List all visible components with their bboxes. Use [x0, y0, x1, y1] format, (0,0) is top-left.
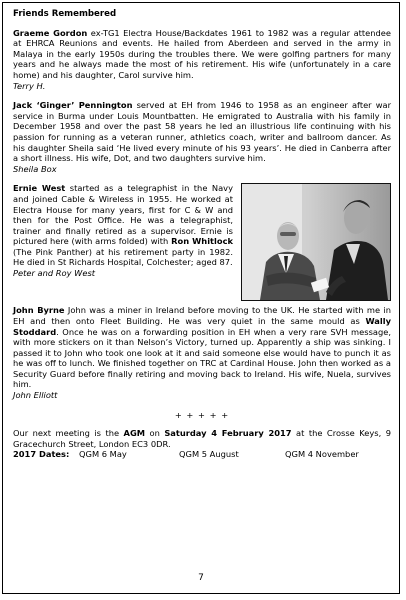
- entry-name: John Byrne: [13, 305, 65, 316]
- meeting-notice: [13, 428, 391, 449]
- entry-text: John was a miner in Ireland before moving to the UK. He started with me in EH and then onto Fleet Building. He was very quiet in the same mould as: [13, 305, 391, 326]
- date-item: QGM 6 May: [79, 449, 127, 460]
- entry-name-secondary: Wally Stoddard: [13, 315, 391, 337]
- entry-text: served at EH from 1946 to 1958 as an engineer after war service in Burma under Louis Mountbatten. He emigrated to Australia with his family in December 1958 and over the past 58 years he led an illustrious life continuing with his passion for running as a veteran runner, athletics coach, writer and ballroom dancer. As his daughter Sheila said ‘He lived every minute of his 93 years’. He died in Canberra after a short illness. His wife, Dot, and two daughters survive him.: [13, 100, 391, 164]
- dates-label: 2017 Dates:: [13, 449, 70, 460]
- entry-name: Jack ‘Ginger’ Pennington: [13, 100, 133, 111]
- meeting-text: at the Crosse Keys, 9 Gracechurch Street, London EC3 0DR.: [13, 428, 391, 449]
- meeting-date: Saturday 4 February 2017: [164, 428, 292, 439]
- meeting-dates: [13, 449, 391, 460]
- entry-signature: Peter and Roy West: [13, 268, 96, 279]
- page-heading: Friends Remembered: [13, 9, 117, 19]
- entry-text: started as a telegraphist in the Navy and joined Cable & Wireless in 1955. He worked at Electra House for many years, first for C & W and then for the Post Office. He was a telegraphist, trainer and finally retired as a supervisor. Ernie is pictured here (with arms folded) with: [13, 183, 234, 247]
- entry-john-byrne: [13, 305, 391, 390]
- entry-signature: Sheila Box: [13, 163, 57, 174]
- entry-name: Graeme Gordon: [13, 27, 88, 38]
- article: [13, 9, 391, 460]
- date-item: QGM 4 November: [285, 449, 359, 460]
- entry-signature: John Elliott: [13, 390, 58, 401]
- entry-text: . Once he was on a forwarding position in EH when a very rare SVH message, with more stickers on it than Nelson’s Victory, turned up. Apparently a ship was sinking. I passed it to John who took one look at it and said someone else would have to punch it as he was off to lunch. We finished together on TRC at Cardinal House. John then worked as a Security Guard before finally retiring and moving back to Ireland. His wife, Nuela, survives him.: [13, 326, 391, 390]
- entry-graeme-gordon: [13, 28, 391, 81]
- entry-signature: Terry H.: [13, 80, 46, 91]
- page-frame: [2, 2, 400, 594]
- photo-image: [242, 184, 390, 300]
- retirement-party-photo: [241, 183, 391, 301]
- entry-ernie-west-block: [13, 183, 391, 305]
- page-number: 7: [198, 573, 204, 583]
- meeting-text: on: [145, 428, 165, 439]
- meeting-text: Our next meeting is the: [13, 428, 124, 439]
- entry-text: ex-TG1 Electra House/Backdates 1961 to 1982 was a regular attendee at EHRCA Reunions and events. He hailed from Aberdeen and served in the army in Malaya in the early 1950s during the troubles there. We were golfing partners for many years and he always made the most of his retirement. His wife (unfortunately in a care home) and his daughter, Carol survive him.: [13, 27, 391, 80]
- entry-name-secondary: Ron Whitlock: [171, 236, 234, 247]
- section-separator: + + + + +: [174, 409, 230, 420]
- entry-text: (The Pink Panther) at his retirement party in 1982. He died in St Richards Hospital, Colchester; aged 87.: [13, 246, 233, 268]
- entry-name: Ernie West: [13, 183, 66, 194]
- date-item: QGM 5 August: [179, 449, 239, 460]
- entry-jack-pennington: [13, 100, 391, 164]
- meeting-agm: AGM: [123, 428, 146, 439]
